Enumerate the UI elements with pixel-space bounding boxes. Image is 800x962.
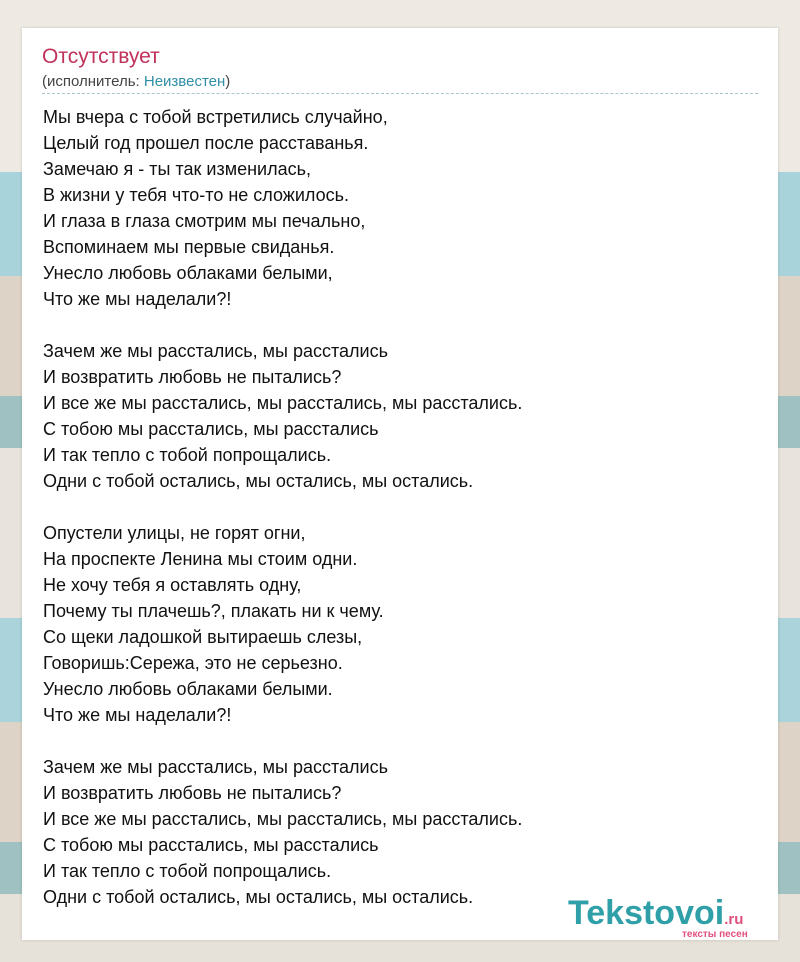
artist-suffix: ) bbox=[225, 73, 231, 90]
stanza-gap bbox=[43, 312, 743, 338]
artist-link[interactable]: Неизвестен bbox=[143, 73, 226, 90]
lyric-line: Не хочу тебя я оставлять одну, bbox=[43, 575, 302, 595]
lyric-line: И все же мы расстались, мы расстались, мы расстались. bbox=[43, 809, 523, 829]
lyric-line: Одни с тобой остались, мы остались, мы остались. bbox=[43, 887, 474, 907]
logo-name: Tekstovoi bbox=[568, 894, 725, 932]
lyric-line: И все же мы расстались, мы расстались, мы расстались. bbox=[43, 393, 523, 413]
lyric-line: Целый год прошел после расставанья. bbox=[43, 133, 369, 153]
lyric-line: Что же мы наделали?! bbox=[43, 289, 232, 309]
lyric-line: Почему ты плачешь?, плакать ни к чему. bbox=[43, 601, 384, 621]
song-title: Отсутствует bbox=[42, 45, 160, 68]
artist-prefix: (исполнитель: bbox=[42, 73, 144, 90]
lyric-line: Одни с тобой остались, мы остались, мы остались. bbox=[43, 471, 474, 491]
lyrics-text bbox=[43, 104, 743, 910]
lyric-line: И так тепло с тобой попрощались. bbox=[43, 861, 332, 881]
stanza-gap bbox=[43, 728, 743, 754]
lyric-line: В жизни у тебя что-то не сложилось. bbox=[43, 185, 349, 205]
lyric-line: На проспекте Ленина мы стоим одни. bbox=[43, 549, 358, 569]
lyric-line: И возвратить любовь не пытались? bbox=[43, 367, 342, 387]
lyric-line: Опустели улицы, не горят огни, bbox=[43, 523, 306, 543]
lyric-line: Замечаю я - ты так изменилась, bbox=[43, 159, 311, 179]
logo-tagline: тексты песен bbox=[682, 929, 748, 940]
lyric-line: И глаза в глаза смотрим мы печально, bbox=[43, 211, 366, 231]
artist-line bbox=[42, 72, 758, 92]
lyric-line: Мы вчера с тобой встретились случайно, bbox=[43, 107, 388, 127]
lyric-line: И возвратить любовь не пытались? bbox=[43, 783, 342, 803]
stanza-gap bbox=[43, 494, 743, 520]
lyric-line: Говоришь:Сережа, это не серьезно. bbox=[43, 653, 343, 673]
lyric-line: С тобою мы расстались, мы расстались bbox=[43, 419, 379, 439]
song-header bbox=[42, 44, 758, 94]
lyric-line: Унесло любовь облаками белыми, bbox=[43, 263, 333, 283]
header-divider bbox=[42, 93, 758, 94]
lyric-line: Вспоминаем мы первые свиданья. bbox=[43, 237, 335, 257]
logo-domain: .ru bbox=[724, 911, 744, 928]
lyric-line: Зачем же мы расстались, мы расстались bbox=[43, 341, 388, 361]
lyric-line: Унесло любовь облаками белыми. bbox=[43, 679, 333, 699]
site-logo[interactable] bbox=[568, 894, 778, 940]
lyric-line: Зачем же мы расстались, мы расстались bbox=[43, 757, 388, 777]
lyric-line: С тобою мы расстались, мы расстались bbox=[43, 835, 379, 855]
lyrics-card bbox=[22, 28, 778, 940]
lyric-line: И так тепло с тобой попрощались. bbox=[43, 445, 332, 465]
lyric-line: Со щеки ладошкой вытираешь слезы, bbox=[43, 627, 363, 647]
lyric-line: Что же мы наделали?! bbox=[43, 705, 232, 725]
